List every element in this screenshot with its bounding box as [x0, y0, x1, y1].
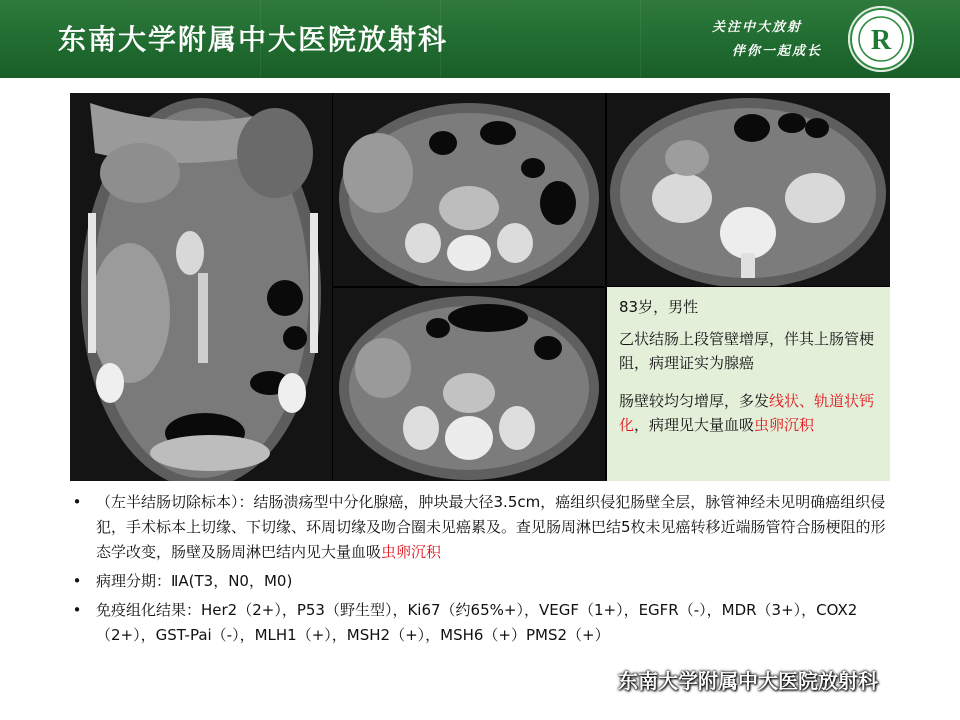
bullet-highlight: 虫卵沉积: [381, 543, 442, 561]
case-info-box: [607, 287, 890, 481]
bullet-item-specimen: [70, 490, 896, 565]
bullet-text: （左半结肠切除标本）：结肠溃疡型中分化腺癌，肿块最大径3.5cm，癌组织侵犯肠壁全层，脉管神经未见明确癌组织侵犯，手术标本上切缘、下切缘、环周切缘及吻合圈未见癌累及。查见肠周淋巴结5枚未见癌转移近端肠管符合肠梗阻的形态学改变，肠壁及肠周淋巴结内见大量血吸: [96, 493, 886, 561]
finding-highlight: 线状、轨道状钙化: [619, 392, 875, 434]
bullet-marker: •: [72, 601, 82, 619]
header-decoration: [440, 0, 641, 78]
ct-coronal-image: [70, 93, 332, 481]
ct-axial-image-right: [607, 93, 890, 286]
logo-letter: R: [870, 25, 892, 56]
case-finding-1: 乙状结肠上段管壁增厚，伴其上肠管梗阻，病理证实为腺癌: [619, 330, 875, 372]
header-banner: [0, 0, 960, 78]
page-title: 东南大学附属中大医院放射科: [58, 23, 449, 56]
case-finding-2: [619, 389, 887, 437]
ct-axial-image-upper: [333, 93, 605, 286]
finding-highlight: 虫卵沉积: [754, 416, 815, 434]
finding-text: 肠壁较均匀增厚，多发: [619, 392, 770, 410]
bullet-item-stage: [70, 569, 900, 594]
slogan-line-1: 关注中大放射: [712, 20, 803, 35]
wechat-icon: [590, 674, 612, 692]
bullet-marker: •: [72, 493, 82, 511]
ct-axial-image-lower: [333, 288, 605, 481]
bullet-marker: •: [72, 572, 82, 590]
pathology-bullet-list: [70, 490, 900, 648]
bullet-text: 免疫组化结果：Her2（2+），P53（野生型），Ki67（约65%+），VEGF（1+），EGFR（-），MDR（3+），COX2（2+），GST-Pai（-），MLH1（+），MSH2（+），MSH6（+）PMS2（+）: [96, 601, 858, 644]
watermark-text: 东南大学附属中大医院放射科: [618, 669, 878, 693]
bullet-item-ihc: [70, 598, 896, 648]
finding-text: ，病理见大量血吸: [634, 416, 755, 434]
hospital-logo: [848, 6, 914, 72]
bullet-text: 病理分期：ⅡA(T3，N0，M0): [96, 572, 293, 590]
ct-image-panel: [70, 93, 890, 481]
wechat-watermark: [590, 665, 878, 695]
case-age-sex: 83岁，男性: [619, 298, 699, 316]
slogan-line-2: 伴你一起成长: [732, 44, 823, 59]
